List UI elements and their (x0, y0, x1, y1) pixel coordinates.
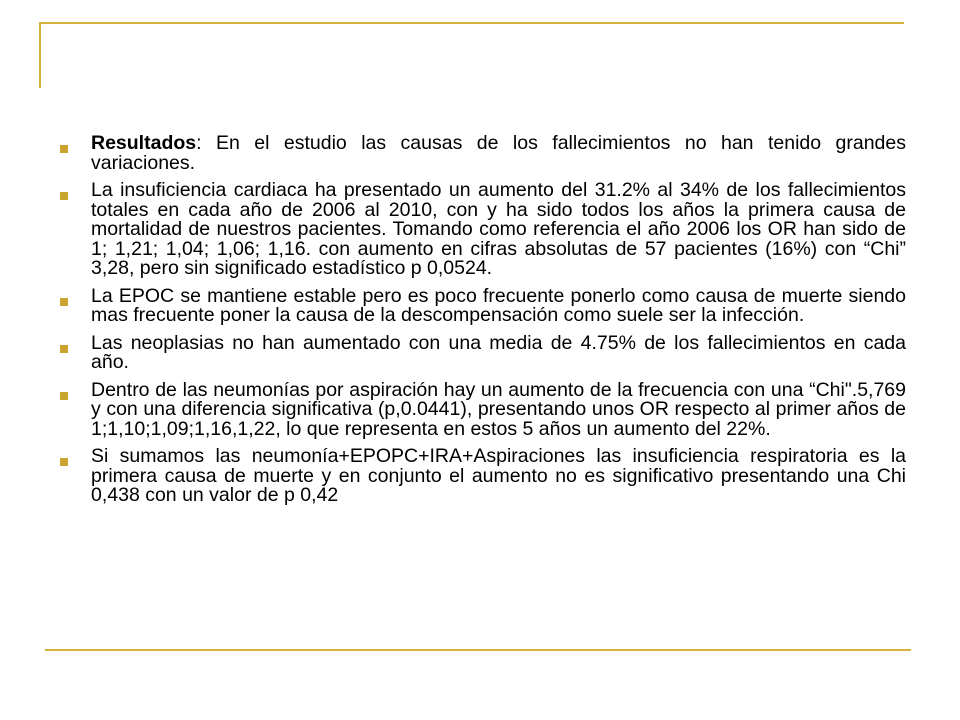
bullet-lead: Resultados (91, 132, 197, 154)
bullet-item-insuficiencia-cardiaca (58, 181, 906, 279)
bullet-text (91, 134, 906, 173)
square-bullet-icon (60, 458, 68, 466)
bullet-text: La EPOC se mantiene estable pero es poco frecuente ponerlo como causa de muerte siendo mas frecuente poner la causa de la descompensación como suele ser la infección. (91, 284, 906, 326)
bullet-text: Las neoplasias no han aumentado con una media de 4.75% de los fallecimientos en cada año. (91, 331, 906, 373)
left-decorative-rule (39, 22, 41, 88)
bullet-text: Dentro de las neumonías por aspiración hay un aumento de la frecuencia con una “Chi".5,769 y con una diferencia significativa (p,0.0441), presentando unos OR respecto al primer años de 1;1,10;1,09;1,16,1,22, lo que representa en estos 5 años un aumento del 22%. (91, 378, 906, 440)
bullet-item-resultados (58, 134, 906, 173)
bullet-item-insuficiencia-respiratoria (58, 447, 906, 506)
square-bullet-icon (60, 298, 68, 306)
bullet-list (58, 134, 906, 506)
square-bullet-icon (60, 392, 68, 400)
bullet-item-epoc (58, 284, 906, 326)
top-decorative-rule (39, 22, 904, 24)
square-bullet-icon (60, 192, 68, 200)
bullet-text: La insuficiencia cardiaca ha presentado un aumento del 31.2% al 34% de los fallecimientos totales en cada año de 2006 al 2010, con y ha sido todos los años la primera causa de mortalidad de nuestros pacientes. Tomando como referencia el año 2006 los OR han sido de 1; 1,21; 1,04; 1,06; 1,16. con aumento en cifras absolutas de 57 pacientes (16%) con “Chi” 3,28, pero sin significado estadístico p 0,0524. (91, 179, 906, 279)
bullet-body: : En el estudio las causas de los fallecimientos no han tenido grandes variaciones. (91, 132, 906, 174)
bullet-item-neumonias-aspiracion (58, 378, 906, 440)
slide-content (58, 134, 906, 514)
square-bullet-icon (60, 345, 68, 353)
bullet-text: Si sumamos las neumonía+EPOPC+IRA+Aspiraciones las insuficiencia respiratoria es la primera causa de muerte y en conjunto el aumento no es significativo presentando una Chi 0,438 con un valor de p 0,42 (91, 445, 906, 506)
square-bullet-icon (60, 145, 68, 153)
bottom-decorative-rule (45, 649, 911, 651)
bullet-item-neoplasias (58, 331, 906, 373)
